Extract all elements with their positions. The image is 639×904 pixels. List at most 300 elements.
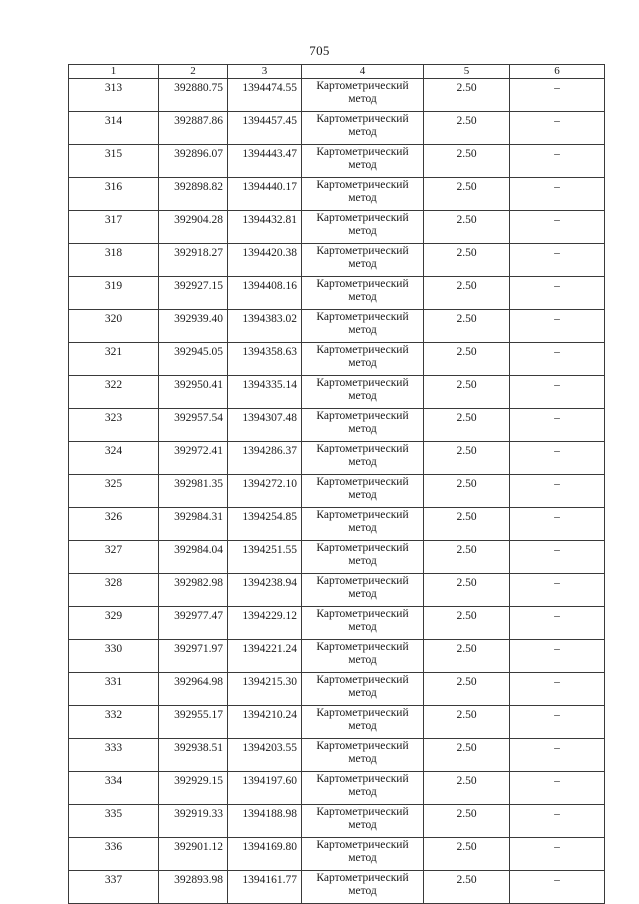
method-text-line-1: Картометрический <box>316 509 409 521</box>
method-text-line-1: Картометрический <box>316 773 409 785</box>
y-coordinate: 1394215.30 <box>242 676 297 688</box>
x-coordinate-cell <box>159 112 228 145</box>
accuracy-value: 2.50 <box>456 247 477 259</box>
method-text-line-2: метод <box>348 621 377 633</box>
accuracy-value: 2.50 <box>456 742 477 754</box>
method-text-line-1: Картометрический <box>316 608 409 620</box>
point-number-cell <box>69 640 159 673</box>
method-text-line-1: Картометрический <box>316 146 409 158</box>
method-text-line-1: Картометрический <box>316 707 409 719</box>
point-number-cell <box>69 409 159 442</box>
x-coordinate: 392939.40 <box>174 313 223 325</box>
point-number: 322 <box>104 379 123 391</box>
y-coordinate: 1394286.37 <box>242 445 297 457</box>
table-row <box>69 706 605 739</box>
note-value: – <box>554 82 560 94</box>
y-coordinate: 1394238.94 <box>242 577 297 589</box>
method-text-line-2: метод <box>348 324 377 336</box>
note-cell <box>510 871 605 904</box>
note-cell <box>510 541 605 574</box>
accuracy-value: 2.50 <box>456 511 477 523</box>
x-coordinate: 392938.51 <box>174 742 223 754</box>
y-coordinate: 1394229.12 <box>242 610 297 622</box>
method-text-line-2: метод <box>348 753 377 765</box>
table-row <box>69 145 605 178</box>
table-row <box>69 805 605 838</box>
note-value: – <box>554 808 560 820</box>
point-number-cell <box>69 310 159 343</box>
x-coordinate-cell <box>159 574 228 607</box>
method-cell <box>302 805 424 838</box>
point-number-cell <box>69 508 159 541</box>
note-cell <box>510 343 605 376</box>
table-header-row <box>69 65 605 79</box>
point-number-cell <box>69 475 159 508</box>
x-coordinate: 392918.27 <box>174 247 223 259</box>
method-text-line-2: метод <box>348 489 377 501</box>
method-text-line-1: Картометрический <box>316 410 409 422</box>
note-cell <box>510 211 605 244</box>
point-number-cell <box>69 673 159 706</box>
accuracy-value: 2.50 <box>456 313 477 325</box>
method-cell <box>302 244 424 277</box>
table-row <box>69 607 605 640</box>
method-text-line-1: Картометрический <box>316 575 409 587</box>
y-coordinate-cell <box>228 475 302 508</box>
note-value: – <box>554 643 560 655</box>
method-text-line-1: Картометрический <box>316 311 409 323</box>
point-number-cell <box>69 244 159 277</box>
table-row <box>69 673 605 706</box>
table-body <box>69 65 605 904</box>
x-coordinate: 392977.47 <box>174 610 223 622</box>
method-text-line-1: Картометрический <box>316 344 409 356</box>
x-coordinate: 392957.54 <box>174 412 223 424</box>
point-number-cell <box>69 211 159 244</box>
x-coordinate: 392887.86 <box>174 115 223 127</box>
y-coordinate: 1394203.55 <box>242 742 297 754</box>
accuracy-cell <box>424 79 510 112</box>
column-header-5: 5 <box>424 65 510 79</box>
method-cell <box>302 706 424 739</box>
y-coordinate: 1394457.45 <box>242 115 297 127</box>
x-coordinate: 392984.31 <box>174 511 223 523</box>
accuracy-value: 2.50 <box>456 775 477 787</box>
point-number-cell <box>69 706 159 739</box>
point-number: 327 <box>104 544 123 556</box>
point-number-cell <box>69 178 159 211</box>
point-number: 329 <box>104 610 123 622</box>
accuracy-cell <box>424 475 510 508</box>
accuracy-value: 2.50 <box>456 577 477 589</box>
table-row <box>69 244 605 277</box>
table-row <box>69 838 605 871</box>
table-row <box>69 475 605 508</box>
y-coordinate: 1394440.17 <box>242 181 297 193</box>
accuracy-cell <box>424 409 510 442</box>
point-number: 335 <box>104 808 123 820</box>
point-number-cell <box>69 376 159 409</box>
table-row <box>69 541 605 574</box>
note-value: – <box>554 412 560 424</box>
column-header-4: 4 <box>302 65 424 79</box>
accuracy-value: 2.50 <box>456 676 477 688</box>
note-value: – <box>554 742 560 754</box>
method-cell <box>302 640 424 673</box>
y-coordinate-cell <box>228 508 302 541</box>
y-coordinate: 1394272.10 <box>242 478 297 490</box>
note-cell <box>510 640 605 673</box>
method-text-line-2: метод <box>348 126 377 138</box>
y-coordinate-cell <box>228 607 302 640</box>
method-text-line-2: метод <box>348 423 377 435</box>
x-coordinate: 392981.35 <box>174 478 223 490</box>
note-value: – <box>554 511 560 523</box>
accuracy-cell <box>424 640 510 673</box>
method-text-line-2: метод <box>348 555 377 567</box>
accuracy-cell <box>424 310 510 343</box>
note-cell <box>510 739 605 772</box>
note-value: – <box>554 841 560 853</box>
method-cell <box>302 211 424 244</box>
x-coordinate-cell <box>159 376 228 409</box>
x-coordinate-cell <box>159 541 228 574</box>
accuracy-cell <box>424 178 510 211</box>
method-cell <box>302 178 424 211</box>
method-text-line-1: Картометрический <box>316 245 409 257</box>
x-coordinate: 392950.41 <box>174 379 223 391</box>
accuracy-cell <box>424 244 510 277</box>
x-coordinate-cell <box>159 508 228 541</box>
x-coordinate: 392893.98 <box>174 874 223 886</box>
point-number: 319 <box>104 280 123 292</box>
x-coordinate-cell <box>159 211 228 244</box>
page-number: 705 <box>309 43 330 58</box>
x-coordinate-cell <box>159 772 228 805</box>
table-row <box>69 112 605 145</box>
accuracy-value: 2.50 <box>456 478 477 490</box>
table-row <box>69 508 605 541</box>
point-number-cell <box>69 541 159 574</box>
point-number: 328 <box>104 577 123 589</box>
method-text-line-2: метод <box>348 588 377 600</box>
y-coordinate: 1394188.98 <box>242 808 297 820</box>
point-number: 332 <box>104 709 123 721</box>
note-cell <box>510 508 605 541</box>
method-text-line-2: метод <box>348 225 377 237</box>
y-coordinate-cell <box>228 838 302 871</box>
method-text-line-2: метод <box>348 885 377 897</box>
x-coordinate: 392984.04 <box>174 544 223 556</box>
x-coordinate-cell <box>159 277 228 310</box>
y-coordinate-cell <box>228 706 302 739</box>
y-coordinate-cell <box>228 772 302 805</box>
x-coordinate-cell <box>159 244 228 277</box>
accuracy-value: 2.50 <box>456 280 477 292</box>
point-number: 316 <box>104 181 123 193</box>
note-cell <box>510 244 605 277</box>
x-coordinate: 392904.28 <box>174 214 223 226</box>
accuracy-value: 2.50 <box>456 148 477 160</box>
accuracy-cell <box>424 706 510 739</box>
method-cell <box>302 673 424 706</box>
column-header-1: 1 <box>69 65 159 79</box>
accuracy-value: 2.50 <box>456 808 477 820</box>
point-number-cell <box>69 607 159 640</box>
point-number-cell <box>69 574 159 607</box>
method-text-line-1: Картометрический <box>316 179 409 191</box>
method-text-line-1: Картометрический <box>316 839 409 851</box>
point-number: 336 <box>104 841 123 853</box>
y-coordinate-cell <box>228 145 302 178</box>
point-number-cell <box>69 838 159 871</box>
note-cell <box>510 574 605 607</box>
accuracy-cell <box>424 541 510 574</box>
note-value: – <box>554 676 560 688</box>
point-number-cell <box>69 871 159 904</box>
table-row <box>69 178 605 211</box>
method-text-line-2: метод <box>348 390 377 402</box>
point-number: 318 <box>104 247 123 259</box>
table-row <box>69 376 605 409</box>
note-value: – <box>554 709 560 721</box>
column-header-2: 2 <box>159 65 228 79</box>
accuracy-cell <box>424 442 510 475</box>
method-cell <box>302 409 424 442</box>
method-cell <box>302 772 424 805</box>
method-text-line-1: Картометрический <box>316 872 409 884</box>
y-coordinate-cell <box>228 442 302 475</box>
y-coordinate-cell <box>228 112 302 145</box>
table-row <box>69 79 605 112</box>
accuracy-cell <box>424 508 510 541</box>
x-coordinate-cell <box>159 805 228 838</box>
table-row <box>69 310 605 343</box>
point-number: 317 <box>104 214 123 226</box>
point-number: 320 <box>104 313 123 325</box>
table-row <box>69 442 605 475</box>
coordinates-table <box>68 64 605 904</box>
table-row <box>69 277 605 310</box>
y-coordinate-cell <box>228 541 302 574</box>
method-cell <box>302 541 424 574</box>
method-text-line-2: метод <box>348 291 377 303</box>
point-number-cell <box>69 739 159 772</box>
y-coordinate: 1394254.85 <box>242 511 297 523</box>
x-coordinate-cell <box>159 640 228 673</box>
x-coordinate-cell <box>159 475 228 508</box>
accuracy-cell <box>424 607 510 640</box>
method-cell <box>302 79 424 112</box>
y-coordinate-cell <box>228 277 302 310</box>
method-text-line-2: метод <box>348 192 377 204</box>
note-cell <box>510 805 605 838</box>
method-cell <box>302 376 424 409</box>
y-coordinate: 1394474.55 <box>242 82 297 94</box>
x-coordinate-cell <box>159 310 228 343</box>
note-value: – <box>554 181 560 193</box>
y-coordinate-cell <box>228 409 302 442</box>
x-coordinate: 392901.12 <box>174 841 223 853</box>
x-coordinate-cell <box>159 739 228 772</box>
accuracy-cell <box>424 145 510 178</box>
y-coordinate-cell <box>228 178 302 211</box>
y-coordinate: 1394358.63 <box>242 346 297 358</box>
accuracy-cell <box>424 211 510 244</box>
accuracy-value: 2.50 <box>456 379 477 391</box>
y-coordinate-cell <box>228 805 302 838</box>
y-coordinate: 1394307.48 <box>242 412 297 424</box>
x-coordinate: 392945.05 <box>174 346 223 358</box>
accuracy-cell <box>424 376 510 409</box>
y-coordinate-cell <box>228 244 302 277</box>
x-coordinate: 392927.15 <box>174 280 223 292</box>
point-number: 330 <box>104 643 123 655</box>
accuracy-cell <box>424 805 510 838</box>
table-row <box>69 739 605 772</box>
y-coordinate: 1394443.47 <box>242 148 297 160</box>
method-text-line-2: метод <box>348 819 377 831</box>
point-number: 325 <box>104 478 123 490</box>
note-cell <box>510 79 605 112</box>
method-cell <box>302 343 424 376</box>
accuracy-cell <box>424 871 510 904</box>
method-text-line-2: метод <box>348 456 377 468</box>
accuracy-cell <box>424 112 510 145</box>
accuracy-cell <box>424 739 510 772</box>
note-cell <box>510 706 605 739</box>
accuracy-value: 2.50 <box>456 412 477 424</box>
accuracy-value: 2.50 <box>456 643 477 655</box>
x-coordinate-cell <box>159 706 228 739</box>
note-cell <box>510 310 605 343</box>
point-number: 321 <box>104 346 123 358</box>
method-text-line-1: Картометрический <box>316 674 409 686</box>
method-cell <box>302 574 424 607</box>
method-text-line-1: Картометрический <box>316 542 409 554</box>
accuracy-cell <box>424 343 510 376</box>
note-cell <box>510 442 605 475</box>
column-header-6: 6 <box>510 65 605 79</box>
accuracy-value: 2.50 <box>456 841 477 853</box>
point-number-cell <box>69 79 159 112</box>
point-number-cell <box>69 442 159 475</box>
x-coordinate: 392972.41 <box>174 445 223 457</box>
note-value: – <box>554 610 560 622</box>
accuracy-value: 2.50 <box>456 115 477 127</box>
accuracy-cell <box>424 772 510 805</box>
method-text-line-1: Картометрический <box>316 641 409 653</box>
method-text-line-2: метод <box>348 786 377 798</box>
note-value: – <box>554 577 560 589</box>
point-number-cell <box>69 277 159 310</box>
y-coordinate-cell <box>228 211 302 244</box>
method-text-line-2: метод <box>348 687 377 699</box>
method-cell <box>302 112 424 145</box>
x-coordinate-cell <box>159 607 228 640</box>
method-text-line-1: Картометрический <box>316 443 409 455</box>
y-coordinate-cell <box>228 79 302 112</box>
y-coordinate-cell <box>228 673 302 706</box>
note-value: – <box>554 313 560 325</box>
x-coordinate: 392896.07 <box>174 148 223 160</box>
y-coordinate: 1394432.81 <box>242 214 297 226</box>
y-coordinate: 1394383.02 <box>242 313 297 325</box>
method-cell <box>302 442 424 475</box>
method-text-line-1: Картометрический <box>316 278 409 290</box>
method-cell <box>302 508 424 541</box>
table-row <box>69 343 605 376</box>
note-value: – <box>554 544 560 556</box>
point-number: 324 <box>104 445 123 457</box>
accuracy-value: 2.50 <box>456 709 477 721</box>
point-number: 326 <box>104 511 123 523</box>
method-text-line-2: метод <box>348 159 377 171</box>
note-cell <box>510 277 605 310</box>
x-coordinate: 392955.17 <box>174 709 223 721</box>
y-coordinate-cell <box>228 343 302 376</box>
x-coordinate-cell <box>159 409 228 442</box>
method-cell <box>302 277 424 310</box>
y-coordinate: 1394210.24 <box>242 709 297 721</box>
x-coordinate-cell <box>159 838 228 871</box>
note-cell <box>510 409 605 442</box>
method-text-line-2: метод <box>348 654 377 666</box>
method-text-line-2: метод <box>348 258 377 270</box>
x-coordinate-cell <box>159 79 228 112</box>
x-coordinate: 392919.33 <box>174 808 223 820</box>
method-text-line-1: Картометрический <box>316 212 409 224</box>
y-coordinate: 1394251.55 <box>242 544 297 556</box>
accuracy-value: 2.50 <box>456 214 477 226</box>
method-text-line-1: Картометрический <box>316 806 409 818</box>
x-coordinate-cell <box>159 673 228 706</box>
column-header-3: 3 <box>228 65 302 79</box>
method-cell <box>302 838 424 871</box>
y-coordinate: 1394335.14 <box>242 379 297 391</box>
point-number: 337 <box>104 874 123 886</box>
x-coordinate-cell <box>159 442 228 475</box>
note-cell <box>510 145 605 178</box>
note-value: – <box>554 214 560 226</box>
note-value: – <box>554 379 560 391</box>
method-text-line-1: Картометрический <box>316 113 409 125</box>
accuracy-value: 2.50 <box>456 610 477 622</box>
note-cell <box>510 112 605 145</box>
method-cell <box>302 145 424 178</box>
x-coordinate-cell <box>159 871 228 904</box>
point-number: 313 <box>104 82 123 94</box>
method-text-line-1: Картометрический <box>316 740 409 752</box>
method-text-line-2: метод <box>348 720 377 732</box>
point-number: 331 <box>104 676 123 688</box>
y-coordinate: 1394221.24 <box>242 643 297 655</box>
point-number: 333 <box>104 742 123 754</box>
point-number-cell <box>69 772 159 805</box>
point-number: 315 <box>104 148 123 160</box>
y-coordinate: 1394169.80 <box>242 841 297 853</box>
method-cell <box>302 475 424 508</box>
method-cell <box>302 739 424 772</box>
note-value: – <box>554 247 560 259</box>
y-coordinate-cell <box>228 739 302 772</box>
x-coordinate-cell <box>159 145 228 178</box>
note-value: – <box>554 874 560 886</box>
x-coordinate: 392971.97 <box>174 643 223 655</box>
note-cell <box>510 838 605 871</box>
accuracy-value: 2.50 <box>456 181 477 193</box>
method-text-line-2: метод <box>348 357 377 369</box>
